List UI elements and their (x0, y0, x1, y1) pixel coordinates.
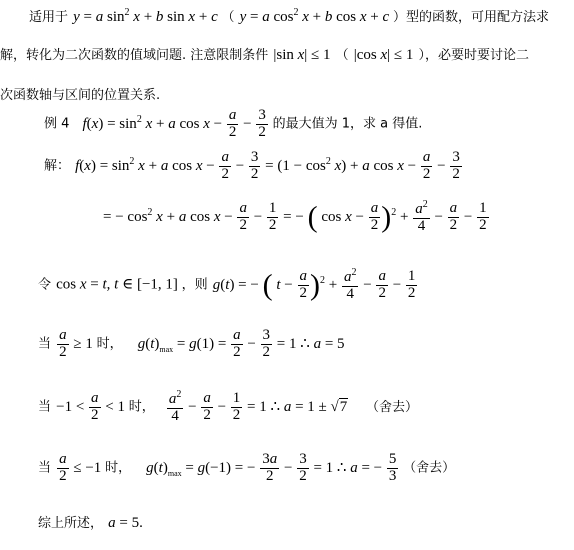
intro-formula-sin: y = a $\sin^2 x + b$ sin x + c (73, 7, 218, 25)
case-1 (38, 328, 345, 361)
case-2-result: $\frac{a^2}{4}$ − $\frac{a}{2}$ − $\frac{1}{2}$ = 1 ∴ a = 1 ± √7 (168, 389, 348, 424)
case-2-pre: 当 (38, 399, 52, 415)
solution-line-2 (103, 200, 490, 235)
intro-text-1a: 适用于 (29, 10, 69, 25)
case-3-result: $g(t)_{max} = g(-1)$ = − $\frac{3a}{2}$ − $\frac{3}{2}$ = 1 ∴ a = − $\frac{5}{3}$ (146, 451, 397, 484)
intro-formula-cos: y = a $\cos^2 x + b$ cos x + c (239, 7, 390, 25)
intro-text-3: 次函数轴与区间的位置关系. (0, 88, 161, 103)
case-2-mid: 时， (128, 399, 155, 415)
intro-line-3 (0, 84, 160, 103)
example-4 (44, 108, 422, 141)
case-2 (38, 390, 418, 425)
case-3-mid: 时， (105, 460, 132, 476)
substitution-cond: cos x = t, t ∈ [−1, 1] (56, 276, 182, 293)
intro-line-1 (29, 6, 549, 26)
solution-eq-2: = − $\cos^2 x + a$ cos x − $\frac{a}{2}$ − $\frac{1}{2}$ = − ( cos x − $\frac{a}{2}$ )$^2$ + $\frac{a^2}{4}$ − $\frac{a}{2}$ − $\frac{1}{2}$ (103, 199, 487, 234)
intro-text-2b: （ (335, 48, 349, 63)
case-3-pre: 当 (38, 460, 52, 476)
case-2-cond: −1 < $\frac{a}{2}$ < 1 (56, 390, 129, 423)
solution-label: 解： (44, 158, 71, 174)
substitution-pre: 令 (38, 277, 52, 293)
case-2-note: （舍去） (366, 399, 419, 415)
example-label: 例 4 (44, 116, 70, 132)
case-1-mid: 时， (96, 336, 123, 352)
case-3 (38, 452, 455, 485)
case-1-result: $g(t)_{max} = g(1)$ = $\frac{a}{2}$ − $\frac{3}{2}$ = 1 ∴ a = 5 (137, 327, 345, 360)
substitution-g: g(t) = − ( t − $\frac{a}{2}$ )$^2$ + $\frac{a^2}{4}$ − $\frac{a}{2}$ − $\frac{1}{2}$ (212, 267, 416, 302)
conclusion (38, 512, 143, 532)
conclusion-label: 综上所述， (38, 516, 104, 531)
case-1-pre: 当 (38, 336, 52, 352)
solution-eq-1: $f(x) = \sin^2 x + a$ cos x − $\frac{a}{2}$ − $\frac{3}{2}$ = $(1 - \cos^2 x) + a$ cos x − $\frac{a}{2}$ − $\frac{3}{2}$ (75, 149, 460, 182)
substitution-line (38, 268, 418, 303)
intro-text-1c: ）型的函数，可用配方法求 (392, 10, 549, 25)
example-text: 的最大值为 1，求 a 得值. (272, 116, 423, 132)
intro-formula-abs-cos: |cos x| ≤ 1 (353, 47, 414, 63)
intro-text-2a: 解，转化为二次函数的值域问题. 注意限制条件 (0, 48, 269, 63)
solution-line-1 (44, 150, 463, 183)
conclusion-formula: a = 5. (108, 515, 143, 531)
case-3-cond: $\frac{a}{2}$ ≤ −1 (59, 451, 106, 484)
substitution-mid: ，则 (181, 277, 208, 293)
case-1-cond: $\frac{a}{2}$ ≥ 1 (59, 327, 97, 360)
intro-text-2c: ），必要时要讨论二 (418, 48, 530, 63)
example-formula: $f(x) = \sin^2 x + a$ cos x − $\frac{a}{2}$ − $\frac{3}{2}$ (82, 107, 266, 140)
case-3-note: （舍去） (403, 460, 456, 476)
intro-text-1b: （ (221, 10, 235, 25)
intro-formula-abs-sin: |sin x| ≤ 1 (273, 47, 331, 63)
intro-line-2 (0, 44, 529, 64)
